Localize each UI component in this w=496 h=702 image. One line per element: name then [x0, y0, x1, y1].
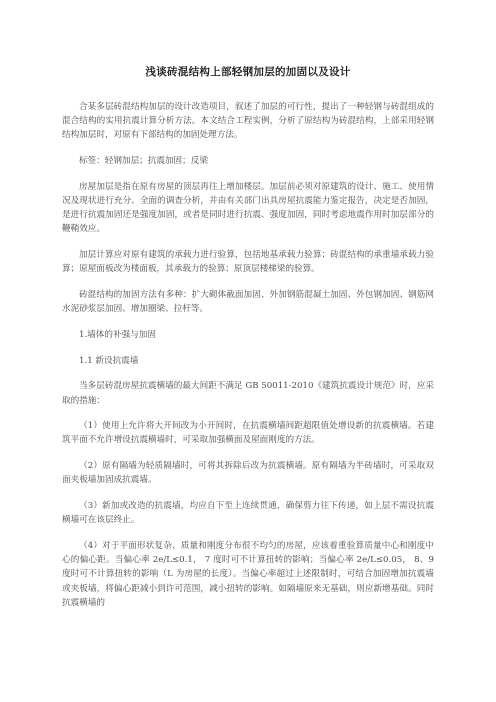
measure-item-4: （4）对于平面形状复杂、质量和刚度分布很不均匀的房屋，应该着重验算质量中心和刚度中心的偏心距。当偏心率 2e/L≤0.1， 7 度时可不计算扭转的影响；当偏心率 2e/L≤0.05， 8、9 度时可不计算扭转的影响（L 为房屋的长度）。当偏心率超过上述限制时，可结合加固增加抗震墙或夹板墙，将偏心距减小到许可范围，减小扭转的影响。如隔墙原来无基础，则应新增基础。同时抗震横墙的 [62, 540, 434, 608]
intro-paragraph: 房屋加层是指在原有房屋的顶层再往上增加楼层。加层前必须对原建筑的设计、施工、使用情况及现状进行充分、全面的调查分析，并由有关部门出具房屋抗震能力鉴定报告，决定是否加固，是进行抗震加固还是强度加固，或者是同时进行抗震、强度加固，同时考虑地震作用时加层部分的鞭鞘效应。 [62, 181, 434, 235]
measure-item-1: （1）使用上允许将大开间改为小开间时，在抗震横墙间距超限值处增设新的抗震横墙。若建筑平面不允许增设抗震横墙时，可采取加强横面及屋面刚度的方法。 [62, 421, 434, 446]
section-heading-1-1: 1.1 新设抗震墙 [79, 355, 139, 366]
document-title: 浅谈砖混结构上部轻钢加层的加固以及设计 [145, 66, 351, 78]
measures-paragraph: 当多层砖混房屋抗震横墙的最大间距不满足 GB 50011-2010《建筑抗震设计规范》时，应采取的措施： [62, 381, 434, 406]
measure-item-3: （3）新加或改造的抗震墙，均应自下至上连续贯通，确保剪力往下传递，如上层不需设抗震横墙可在该层终止。 [62, 501, 434, 526]
section-heading-1: 1.墙体的补强与加固 [79, 329, 156, 340]
measure-item-2: （2）原有隔墙为轻质隔墙时，可将其拆除后改为抗震横墙。原有隔墙为半砖墙时，可采取双面夹板墙加固成抗震墙。 [62, 461, 434, 486]
methods-paragraph: 砖混结构的加固方法有多种：扩大砌体截面加固、外加钢筋混凝土加固、外包钢加固、钢筋网水泥砂浆层加固、增加圈梁、拉杆等。 [62, 290, 434, 315]
abstract-paragraph: 合某多层砖混结构加层的设计改造项目，叙述了加层的可行性，提出了一种轻钢与砖混组成的混合结构的实用抗震计算分析方法。本文结合工程实例，分析了原结构为砖混结构，上部采用轻钢结构加层时，对原有下部结构的加固处理方法。 [62, 102, 434, 141]
keywords-paragraph: 标签：轻钢加层；抗震加固；反梁 [79, 156, 208, 167]
calc-paragraph: 加层计算应对原有建筑的承载力进行验算，包括地基承载力验算；砖混结构的承重墙承载力验算；原屋面板改为楼面板，其承载力的验算；原顶层楼梯梁的验算。 [62, 250, 434, 275]
